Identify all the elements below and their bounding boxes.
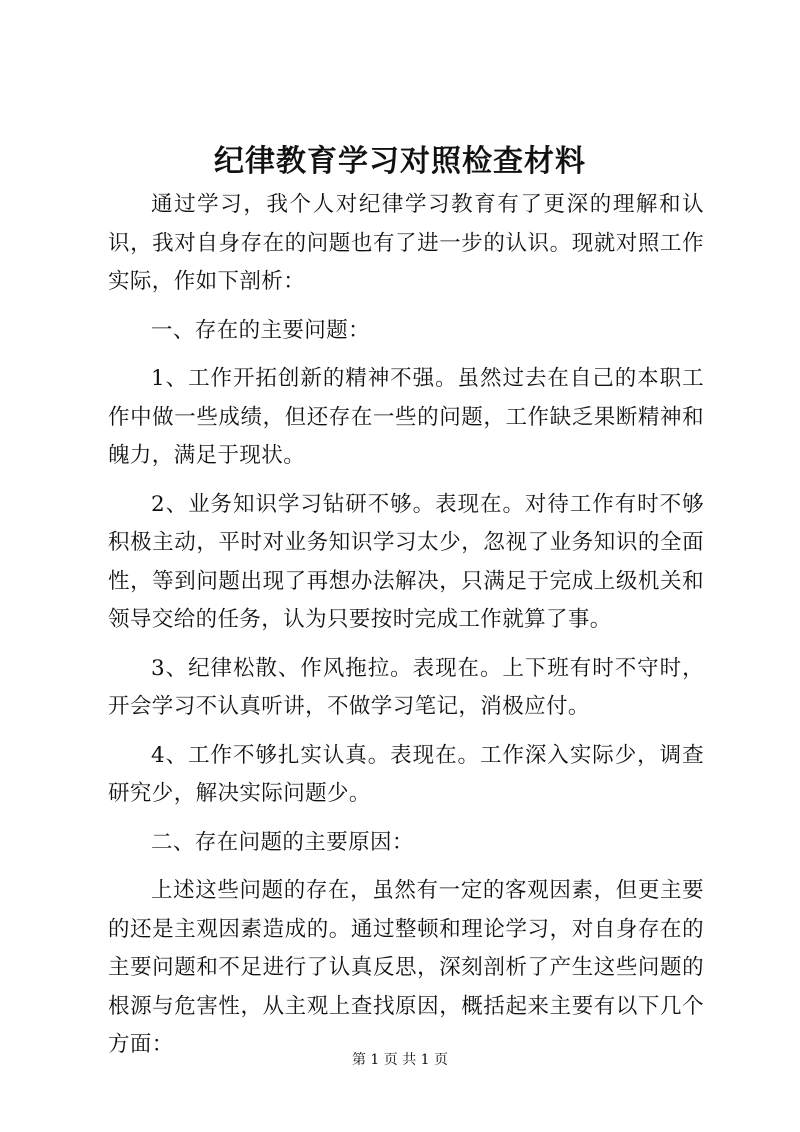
- section-heading-main-problems: 一、存在的主要问题：: [151, 317, 371, 343]
- paragraph-problem-3: 3、纪律松散、作风拖拉。表现在。上下班有时不守时，开会学习不认真听讲，不做学习笔记，消极应付。: [108, 655, 704, 719]
- section-heading-main-causes: 二、存在问题的主要原因：: [151, 829, 414, 855]
- page-footer: 第 1 页 共 1 页: [351, 1052, 449, 1068]
- paragraph-intro: 通过学习，我个人对纪律学习教育有了更深的理解和认识，我对自身存在的问题也有了进一步的认识。现就对照工作实际，作如下剖析：: [108, 192, 704, 294]
- paragraph-causes: 上述这些问题的存在，虽然有一定的客观因素，但更主要的还是主观因素造成的。通过整顿和理论学习，对自身存在的主要问题和不足进行了认真反思，深刻剖析了产生这些问题的根源与危害性，从主观上查找原因，概括起来主要有以下几个方面：: [108, 878, 704, 1057]
- document-body: [108, 186, 704, 1075]
- paragraph-problem-4: 4、工作不够扎实认真。表现在。工作深入实际少，调查研究少，解决实际问题少。: [108, 742, 704, 806]
- paragraph-problem-1: 1、工作开拓创新的精神不强。虽然过去在自己的本职工作中做一些成绩，但还存在一些的问题，工作缺乏果断精神和魄力，满足于现状。: [108, 366, 704, 468]
- paragraph-problem-2: 2、业务知识学习钻研不够。表现在。对待工作有时不够积极主动，平时对业务知识学习太少，忽视了业务知识的全面性，等到问题出现了再想办法解决，只满足于完成上级机关和领导交给的任务，认为只要按时完成工作就算了事。: [108, 491, 704, 632]
- document-title: 纪律教育学习对照检查材料: [214, 144, 586, 179]
